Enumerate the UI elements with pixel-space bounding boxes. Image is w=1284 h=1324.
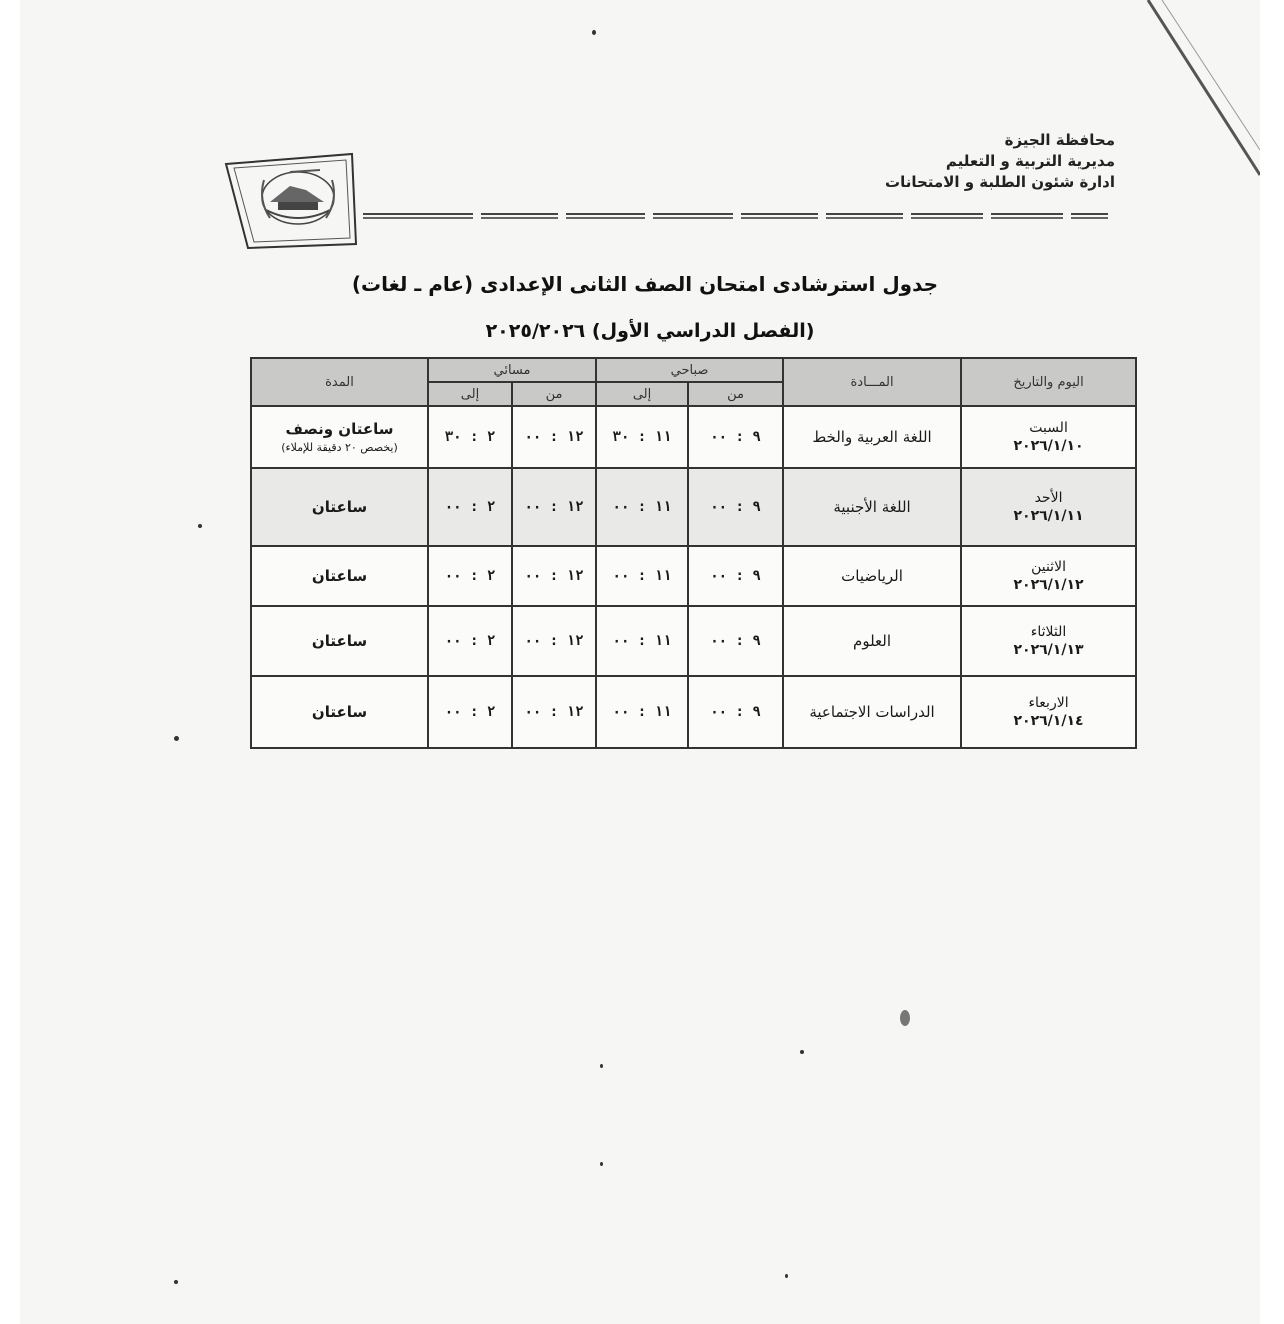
- header-evening: مسائي: [428, 358, 596, 382]
- morning-from-cell: ٩ : ٠٠: [688, 676, 783, 748]
- administration-line: ادارة شئون الطلبة و الامتحانات: [885, 173, 1115, 191]
- day-name: الأحد: [1034, 490, 1063, 506]
- duration-cell: ساعتان: [251, 676, 428, 748]
- exam-date: ٢٠٢٦/١/١٠: [1013, 438, 1084, 454]
- header-morning-to: إلى: [596, 382, 688, 406]
- duration-cell: [251, 406, 428, 468]
- table-row: [251, 676, 1136, 748]
- morning-to-cell: ١١ : ٠٠: [596, 468, 688, 546]
- table-row: [251, 468, 1136, 546]
- scan-speck: [592, 30, 596, 35]
- table-row: [251, 406, 1136, 468]
- subject-cell: الدراسات الاجتماعية: [783, 676, 961, 748]
- day-name: الاثنين: [1031, 559, 1066, 575]
- header-row: [251, 358, 1136, 382]
- morning-from-cell: ٩ : ٠٠: [688, 606, 783, 676]
- exam-schedule-table: [250, 357, 1137, 749]
- evening-from-cell: ١٢ : ٠٠: [512, 406, 596, 468]
- stamp-logo-icon: [220, 150, 360, 250]
- evening-to-cell: ٢ : ٣٠: [428, 406, 512, 468]
- day-name: الثلاثاء: [1030, 624, 1067, 640]
- scan-speck: [198, 524, 202, 528]
- duration-text: ساعتان ونصف: [285, 420, 394, 438]
- morning-from-cell: ٩ : ٠٠: [688, 546, 783, 606]
- subject-cell: العلوم: [783, 606, 961, 676]
- morning-from-cell: ٩ : ٠٠: [688, 406, 783, 468]
- header-duration: المدة: [251, 358, 428, 406]
- evening-to-cell: ٢ : ٠٠: [428, 606, 512, 676]
- evening-to-cell: ٢ : ٠٠: [428, 546, 512, 606]
- header-evening-from: من: [512, 382, 596, 406]
- subject-cell: الرياضيات: [783, 546, 961, 606]
- directorate-line: مديرية التربية و التعليم: [945, 152, 1115, 170]
- evening-from-cell: ١٢ : ٠٠: [512, 468, 596, 546]
- scan-speck: [785, 1274, 788, 1278]
- day-date-cell: [961, 468, 1136, 546]
- day-date-cell: [961, 546, 1136, 606]
- evening-from-cell: ١٢ : ٠٠: [512, 676, 596, 748]
- morning-to-cell: ١١ : ٣٠: [596, 406, 688, 468]
- subject-cell: اللغة الأجنبية: [783, 468, 961, 546]
- scan-speck: [174, 1280, 178, 1284]
- header-day-date: اليوم والتاريخ: [961, 358, 1136, 406]
- scan-smudge: [900, 1010, 910, 1026]
- scan-speck: [600, 1064, 603, 1068]
- governorate-line: محافظة الجيزة: [1004, 131, 1115, 149]
- table-row: [251, 546, 1136, 606]
- scan-speck: [174, 736, 179, 741]
- header-divider: [363, 211, 1108, 221]
- header-morning-from: من: [688, 382, 783, 406]
- page-title: جدول استرشادى امتحان الصف الثانى الإعدادى (عام ـ لغات): [351, 272, 939, 296]
- exam-date: ٢٠٢٦/١/١٣: [1013, 642, 1084, 658]
- day-name: السبت: [1029, 420, 1068, 436]
- evening-to-cell: ٢ : ٠٠: [428, 468, 512, 546]
- stamp-logo: [220, 150, 360, 250]
- day-date-cell: [961, 406, 1136, 468]
- header-evening-to: إلى: [428, 382, 512, 406]
- day-date-cell: [961, 606, 1136, 676]
- day-name: الاربعاء: [1028, 695, 1069, 711]
- office-header: [840, 130, 1115, 193]
- exam-date: ٢٠٢٦/١/١٢: [1013, 577, 1084, 593]
- duration-cell: ساعتان: [251, 468, 428, 546]
- morning-to-cell: ١١ : ٠٠: [596, 676, 688, 748]
- header-morning: صباحي: [596, 358, 783, 382]
- day-date-cell: [961, 676, 1136, 748]
- morning-from-cell: ٩ : ٠٠: [688, 468, 783, 546]
- scanned-page: [20, 0, 1260, 1324]
- table-row: [251, 606, 1136, 676]
- page-subtitle: (الفصل الدراسي الأول) ٢٠٢٥/٢٠٢٦: [485, 320, 815, 342]
- exam-date: ٢٠٢٦/١/١٤: [1013, 713, 1084, 729]
- evening-to-cell: ٢ : ٠٠: [428, 676, 512, 748]
- duration-note: (يخصص ٢٠ دقيقة للإملاء): [281, 441, 398, 454]
- header-subject: المـــادة: [783, 358, 961, 406]
- scan-speck: [800, 1050, 804, 1054]
- duration-cell: ساعتان: [251, 606, 428, 676]
- morning-to-cell: ١١ : ٠٠: [596, 546, 688, 606]
- evening-from-cell: ١٢ : ٠٠: [512, 546, 596, 606]
- duration-cell: ساعتان: [251, 546, 428, 606]
- evening-from-cell: ١٢ : ٠٠: [512, 606, 596, 676]
- scan-speck: [600, 1162, 603, 1166]
- exam-date: ٢٠٢٦/١/١١: [1013, 508, 1084, 524]
- morning-to-cell: ١١ : ٠٠: [596, 606, 688, 676]
- subject-cell: اللغة العربية والخط: [783, 406, 961, 468]
